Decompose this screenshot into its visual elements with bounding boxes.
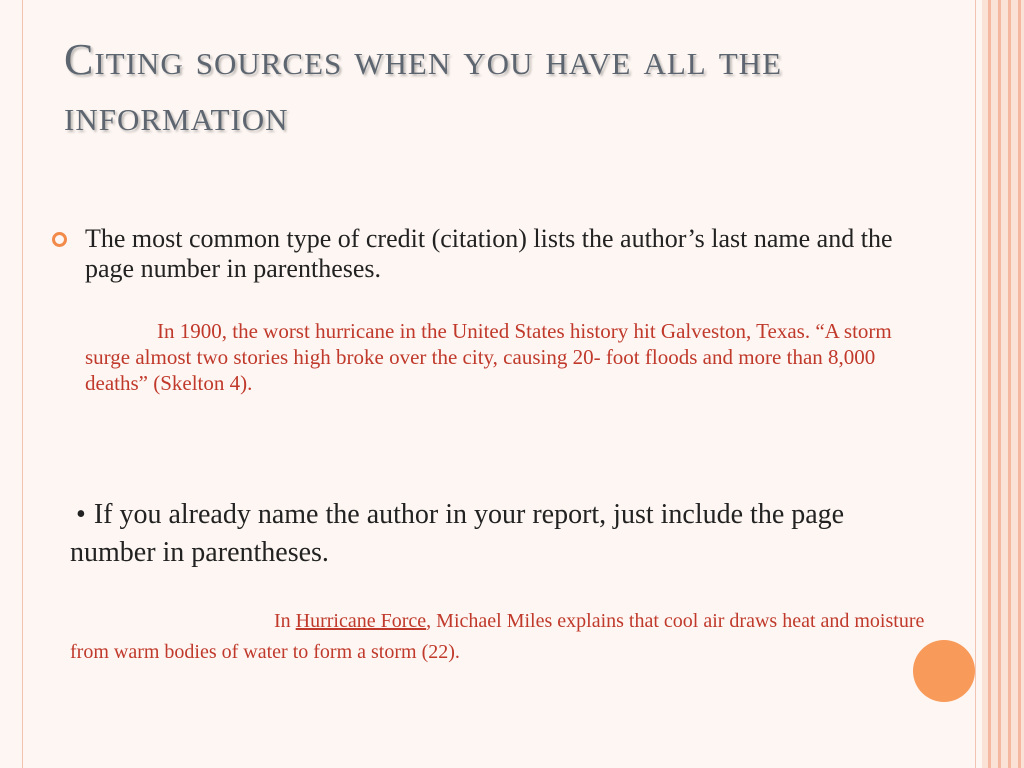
citation-example-1: In 1900, the worst hurricane in the United States history hit Galveston, Texas. “A storm surge almost two stories high broke over the city, causing 20- foot floods and more than 8,000 deaths” (Skelton 4). — [85, 319, 892, 395]
stripe — [1008, 0, 1011, 768]
bullet-text: If you already name the author in your report, just include the page number in parentheses. — [70, 499, 845, 568]
quote-prefix: In — [274, 610, 291, 632]
quote-text: , Michael Miles explains that cool air draws heat and moisture from warm bodies of water to form a storm (22). — [70, 610, 925, 663]
stripe — [988, 0, 991, 768]
slide-title: Citing sources when you have all the information — [64, 35, 783, 140]
bullet-text: The most common type of credit (citation) lists the author’s last name and the page number in parentheses. — [85, 224, 893, 283]
bullet-point-2 — [70, 496, 930, 572]
citation-example-2 — [70, 606, 926, 668]
decorative-stripes — [982, 0, 1024, 768]
bullet-point-1 — [52, 224, 942, 284]
dot-bullet-icon: • — [76, 499, 86, 530]
circle-bullet-icon — [52, 232, 67, 247]
decorative-circle — [913, 640, 975, 702]
book-title: Hurricane Force — [295, 610, 427, 632]
stripe — [1018, 0, 1021, 768]
stripe — [998, 0, 1001, 768]
